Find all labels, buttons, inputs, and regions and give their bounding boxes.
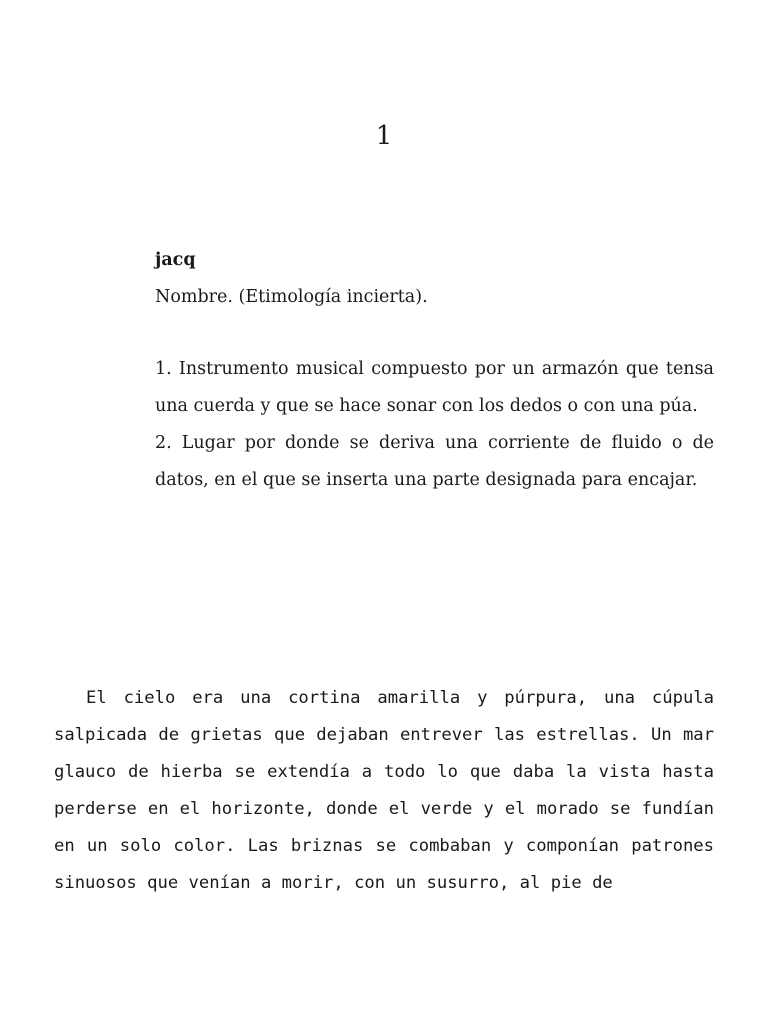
dictionary-entry xyxy=(155,242,714,499)
narrative-paragraph: El cielo era una cortina amarilla y púrpura, una cúpula salpicada de grietas que dejaban entrever las estrellas. Un mar glauco de hierba se extendía a todo lo que daba la vista hasta perderse en el horizonte, donde el verde y el morado se fundían en un solo color. Las briznas se combaban y componían patrones sinuosos que venían a morir, con un susurro, al pie de xyxy=(54,688,714,893)
chapter-number: 1 xyxy=(375,121,393,151)
entry-headword: jacq xyxy=(155,250,196,270)
entry-grammar: Nombre. (Etimología incierta). xyxy=(155,287,428,307)
entry-sense-2: 2. Lugar por donde se deriva una corriente de fluido o de datos, en el que se inserta una parte designada para encajar. xyxy=(155,433,714,490)
entry-sense-1: 1. Instrumento musical compuesto por un armazón que tensa una cuerda y que se hace sonar con los dedos o con una púa. xyxy=(155,359,714,416)
entry-spacer xyxy=(155,316,714,351)
